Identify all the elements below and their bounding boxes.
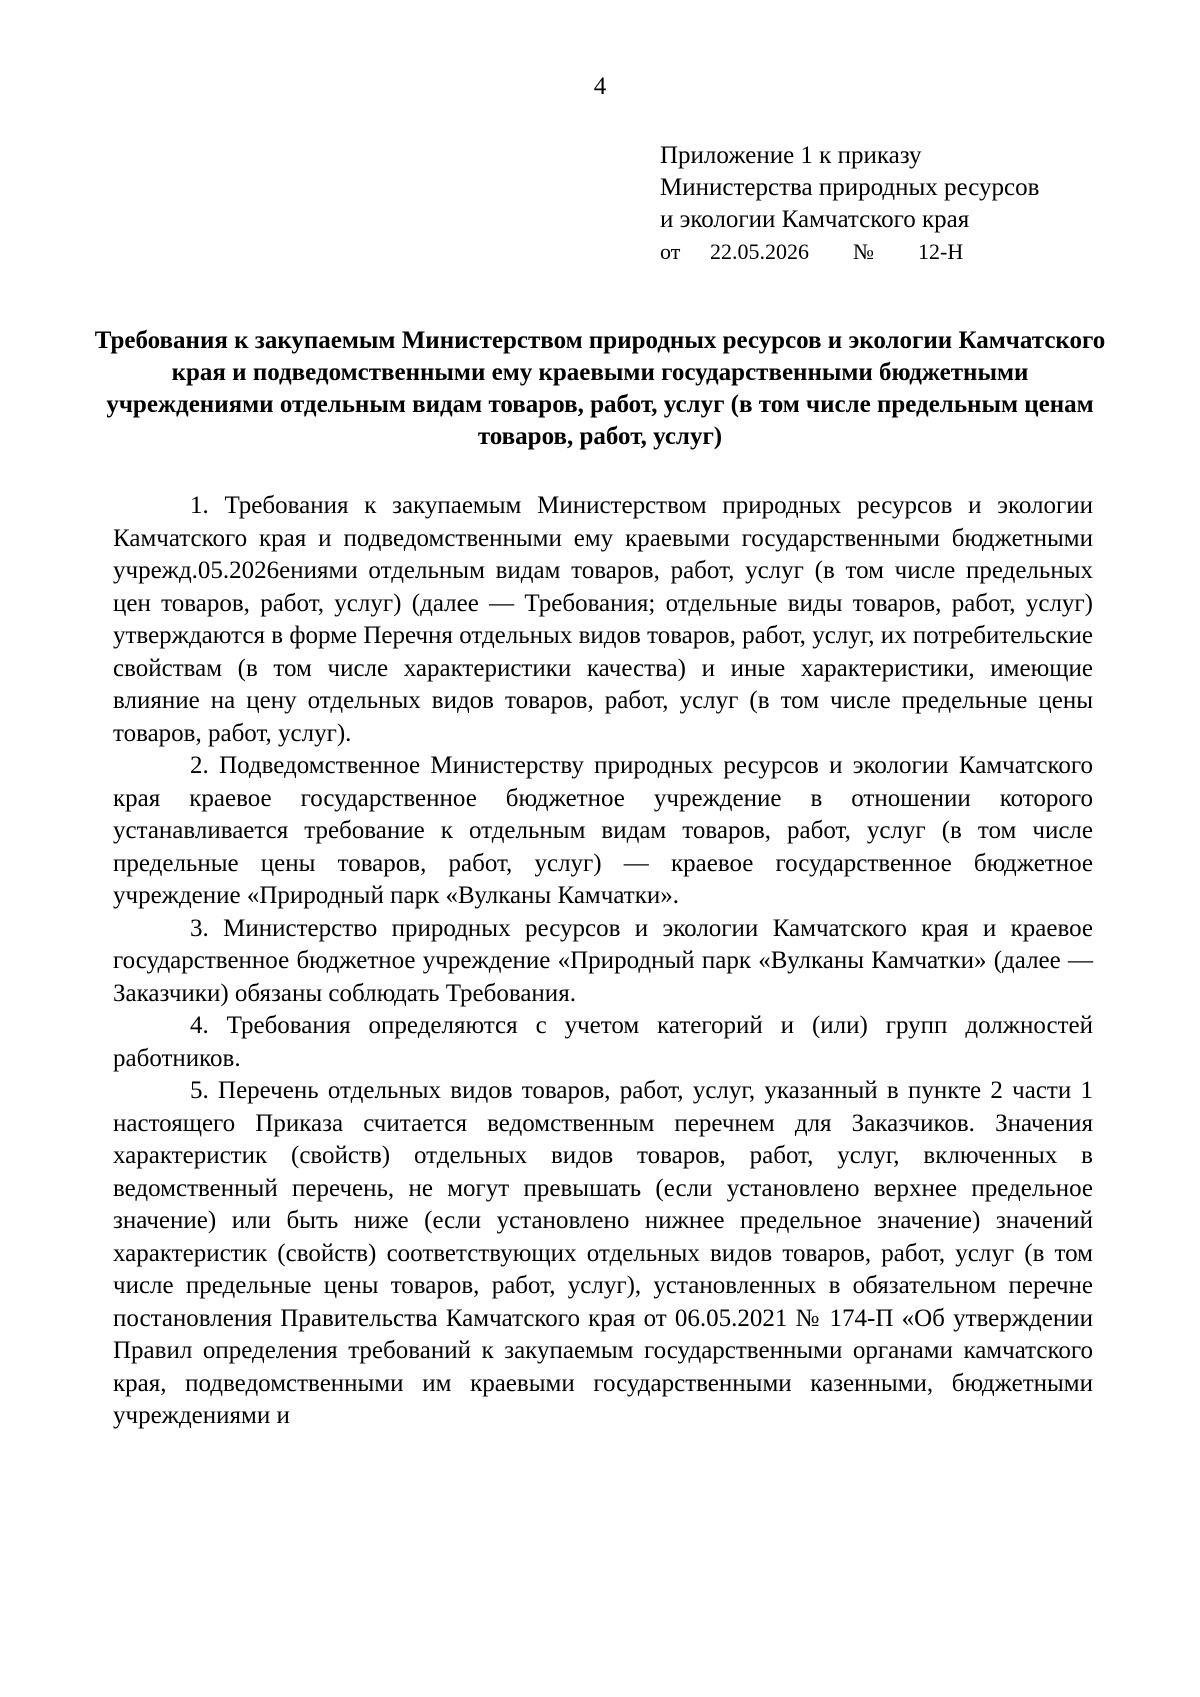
paragraph-1: 1. Требования к закупаемым Министерством природных ресурсов и экологии Камчатского края и подведомственными ему краевыми государственными бюджетными учрежд.05.2026ениями отдельным видам товаров, работ, услуг (в том числе предельных цен товаров, работ, услуг) (далее — Требования; отдельные виды товаров, работ, услуг) утверждаются в форме Перечня отдельных видов товаров, работ, услуг, их потребительские свойствам (в том числе характеристики качества) и иные характеристики, имеющие влияние на цену отдельных видов товаров, работ, услуг (в том числе предельные цены товаров, работ, услуг). — [113, 492, 1093, 747]
annex-block — [660, 140, 1160, 268]
paragraph-2: 2. Подведомственное Министерству природных ресурсов и экологии Камчатского края краевое государственное бюджетное учреждение в отношении которого устанавливается требование к отдельным видам товаров, работ, услуг (в том числе предельные цены товаров, работ, услуг) — краевое государственное бюджетное учреждение «Природный парк «Вулканы Камчатки». — [113, 752, 1093, 909]
annex-date: 22.05.2026 — [710, 239, 809, 264]
annex-line-1: Приложение 1 к приказу — [660, 142, 922, 169]
annex-order-details — [660, 236, 1160, 268]
paragraph-3: 3. Министерство природных ресурсов и экологии Камчатского края и краевое государственное бюджетное учреждение «Природный парк «Вулканы Камчатки» (далее — Заказчики) обязаны соблюдать Требования. — [113, 914, 1093, 1007]
document-body — [113, 490, 1093, 1433]
annex-number: 12-Н — [918, 239, 964, 264]
paragraph-5: 5. Перечень отдельных видов товаров, работ, услуг, указанный в пункте 2 части 1 настоящего Приказа считается ведомственным перечнем для Заказчиков. Значения характеристик (свойств) отдельных видов товаров, работ, услуг, включенных в ведомственный перечень, не могут превышать (если установлено верхнее предельное значение) или быть ниже (если установлено нижнее предельное значение) значений характеристик (свойств) соответствующих отдельных видов товаров, работ, услуг (в том числе предельные цены товаров, работ, услуг), установленных в обязательном перечне постановления Правительства Камчатского края от 06.05.2021 № 174-П «Об утверждении Правил определения требований к закупаемым государственными органами камчатского края, подведомственными им краевыми государственными казенными, бюджетными учреждениями и — [113, 1077, 1093, 1429]
annex-number-label: № — [853, 239, 874, 264]
annex-line-2: Министерства природных ресурсов — [660, 174, 1040, 201]
document-title: Требования к закупаемым Министерством природных ресурсов и экологии Камчатского края и подведомственными ему краевыми государственными бюджетными учреждениями отдельным видам товаров, работ, услуг (в том числе предельным ценам товаров, работ, услуг) — [94, 327, 1106, 450]
annex-line-3: и экологии Камчатского края — [660, 206, 970, 233]
annex-from-label: от — [660, 239, 681, 264]
page-number: 4 — [593, 73, 607, 100]
paragraph-4: 4. Требования определяются с учетом категорий и (или) групп должностей работников. — [113, 1012, 1093, 1072]
